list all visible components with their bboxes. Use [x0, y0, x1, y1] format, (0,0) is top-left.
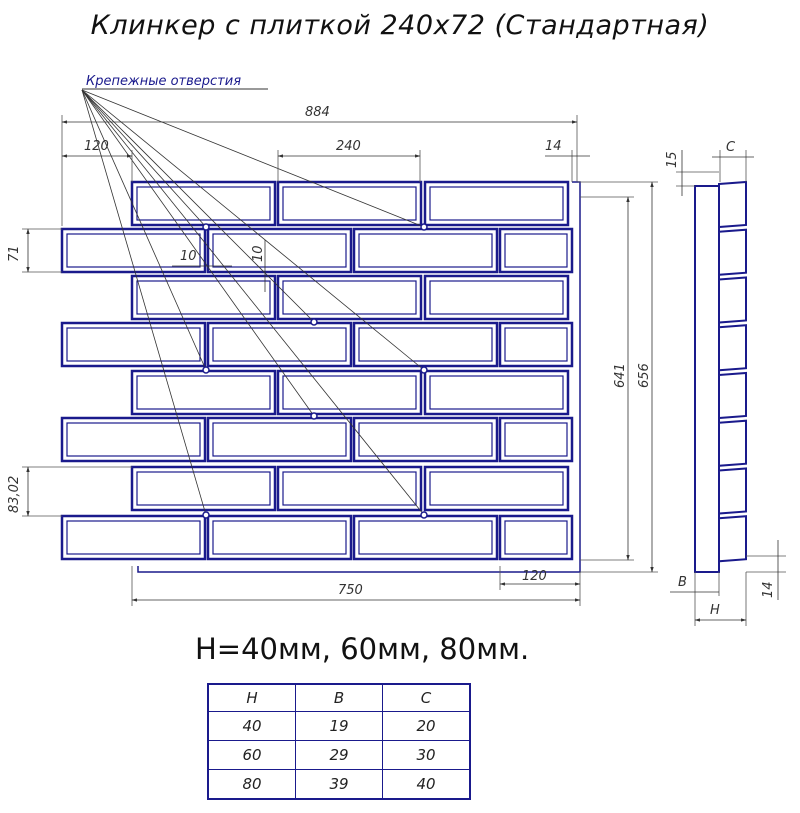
table-header: C: [383, 684, 471, 712]
brick-face: [213, 328, 346, 361]
brick-face: [359, 234, 492, 267]
thickness-options: H=40мм, 60мм, 80мм.: [195, 632, 530, 666]
brick-face: [505, 423, 567, 456]
side-profile-tooth: [719, 182, 746, 227]
fastening-hole: [421, 367, 427, 373]
table-cell: 20: [383, 712, 471, 741]
drawing-title: Клинкер с плиткой 240x72 (Стандартная): [90, 10, 710, 41]
side-profile-tooth: [719, 325, 746, 370]
table-cell: 40: [383, 770, 471, 800]
dim-height-inner: 641: [613, 363, 628, 388]
brick-face: [430, 187, 563, 220]
brick-face: [430, 281, 563, 314]
table-cell: 80: [208, 770, 296, 800]
dim-joint-h: 10: [180, 249, 197, 264]
table-cell: 60: [208, 741, 296, 770]
brick-face: [430, 376, 563, 409]
dimension-83-02: [7, 467, 132, 516]
dim-side-top: 15: [665, 151, 680, 168]
dim-overall-width: 884: [305, 105, 330, 120]
brick-face: [137, 376, 270, 409]
side-profile-tooth: [719, 516, 746, 561]
side-section-view: [695, 182, 746, 572]
brick-face: [137, 187, 270, 220]
table-header-row: [208, 684, 470, 712]
brick-face: [67, 328, 200, 361]
dimension-14-top: [545, 139, 590, 182]
dim-brick-length: 240: [336, 139, 361, 154]
brick-face: [137, 472, 270, 505]
brick-face: [283, 376, 416, 409]
side-profile-tooth: [719, 278, 746, 323]
dim-side-c: C: [726, 140, 736, 155]
side-profile-tooth: [719, 469, 746, 514]
fastening-hole: [311, 413, 317, 419]
side-profile-tooth: [719, 373, 746, 418]
dim-side-h: H: [710, 603, 720, 618]
brick-face: [505, 328, 567, 361]
brick-face: [67, 521, 200, 554]
dimension-240: [278, 139, 420, 182]
brick-face: [359, 521, 492, 554]
table-cell: 39: [296, 770, 383, 800]
dim-bottom-width: 750: [338, 583, 363, 598]
table-cell: 29: [296, 741, 383, 770]
fastening-hole: [311, 319, 317, 325]
dim-joint-v: 10: [251, 245, 266, 262]
brick-face: [430, 472, 563, 505]
brick-face: [213, 234, 346, 267]
dim-bottom-offset: 120: [522, 569, 547, 584]
fastening-hole: [203, 367, 209, 373]
brick-face: [505, 521, 567, 554]
table-header: H: [208, 684, 296, 712]
dimension-heights: [578, 182, 658, 572]
table-header: B: [296, 684, 383, 712]
brick-face: [505, 234, 567, 267]
side-profile-tooth: [719, 421, 746, 466]
dim-left-offset: 120: [84, 139, 109, 154]
dimension-71: [7, 229, 62, 272]
brick-face: [67, 423, 200, 456]
side-profile-tooth: [719, 230, 746, 275]
table-cell: 19: [296, 712, 383, 741]
fastening-hole: [203, 224, 209, 230]
brick-face: [213, 423, 346, 456]
table-cell: 40: [208, 712, 296, 741]
dim-row-pitch: 83,02: [7, 475, 22, 513]
spec-table: [207, 683, 471, 800]
table-row: [208, 712, 470, 741]
fastening-hole: [421, 224, 427, 230]
dim-side-bottom: 14: [761, 581, 776, 598]
brick-face: [283, 472, 416, 505]
brick-face: [213, 521, 346, 554]
dim-side-b: B: [678, 575, 687, 590]
dim-right-edge: 14: [545, 139, 562, 154]
dim-height-outer: 656: [637, 363, 652, 388]
fastening-hole: [203, 512, 209, 518]
brick-face: [283, 187, 416, 220]
dim-brick-height: 71: [7, 245, 22, 262]
table-cell: 30: [383, 741, 471, 770]
brick-face: [359, 423, 492, 456]
callout-label: Крепежные отверстия: [86, 74, 242, 89]
brick-face: [137, 281, 270, 314]
brick-panel: [62, 182, 572, 559]
table-row: [208, 741, 470, 770]
table-row: [208, 770, 470, 800]
fastening-hole: [421, 512, 427, 518]
